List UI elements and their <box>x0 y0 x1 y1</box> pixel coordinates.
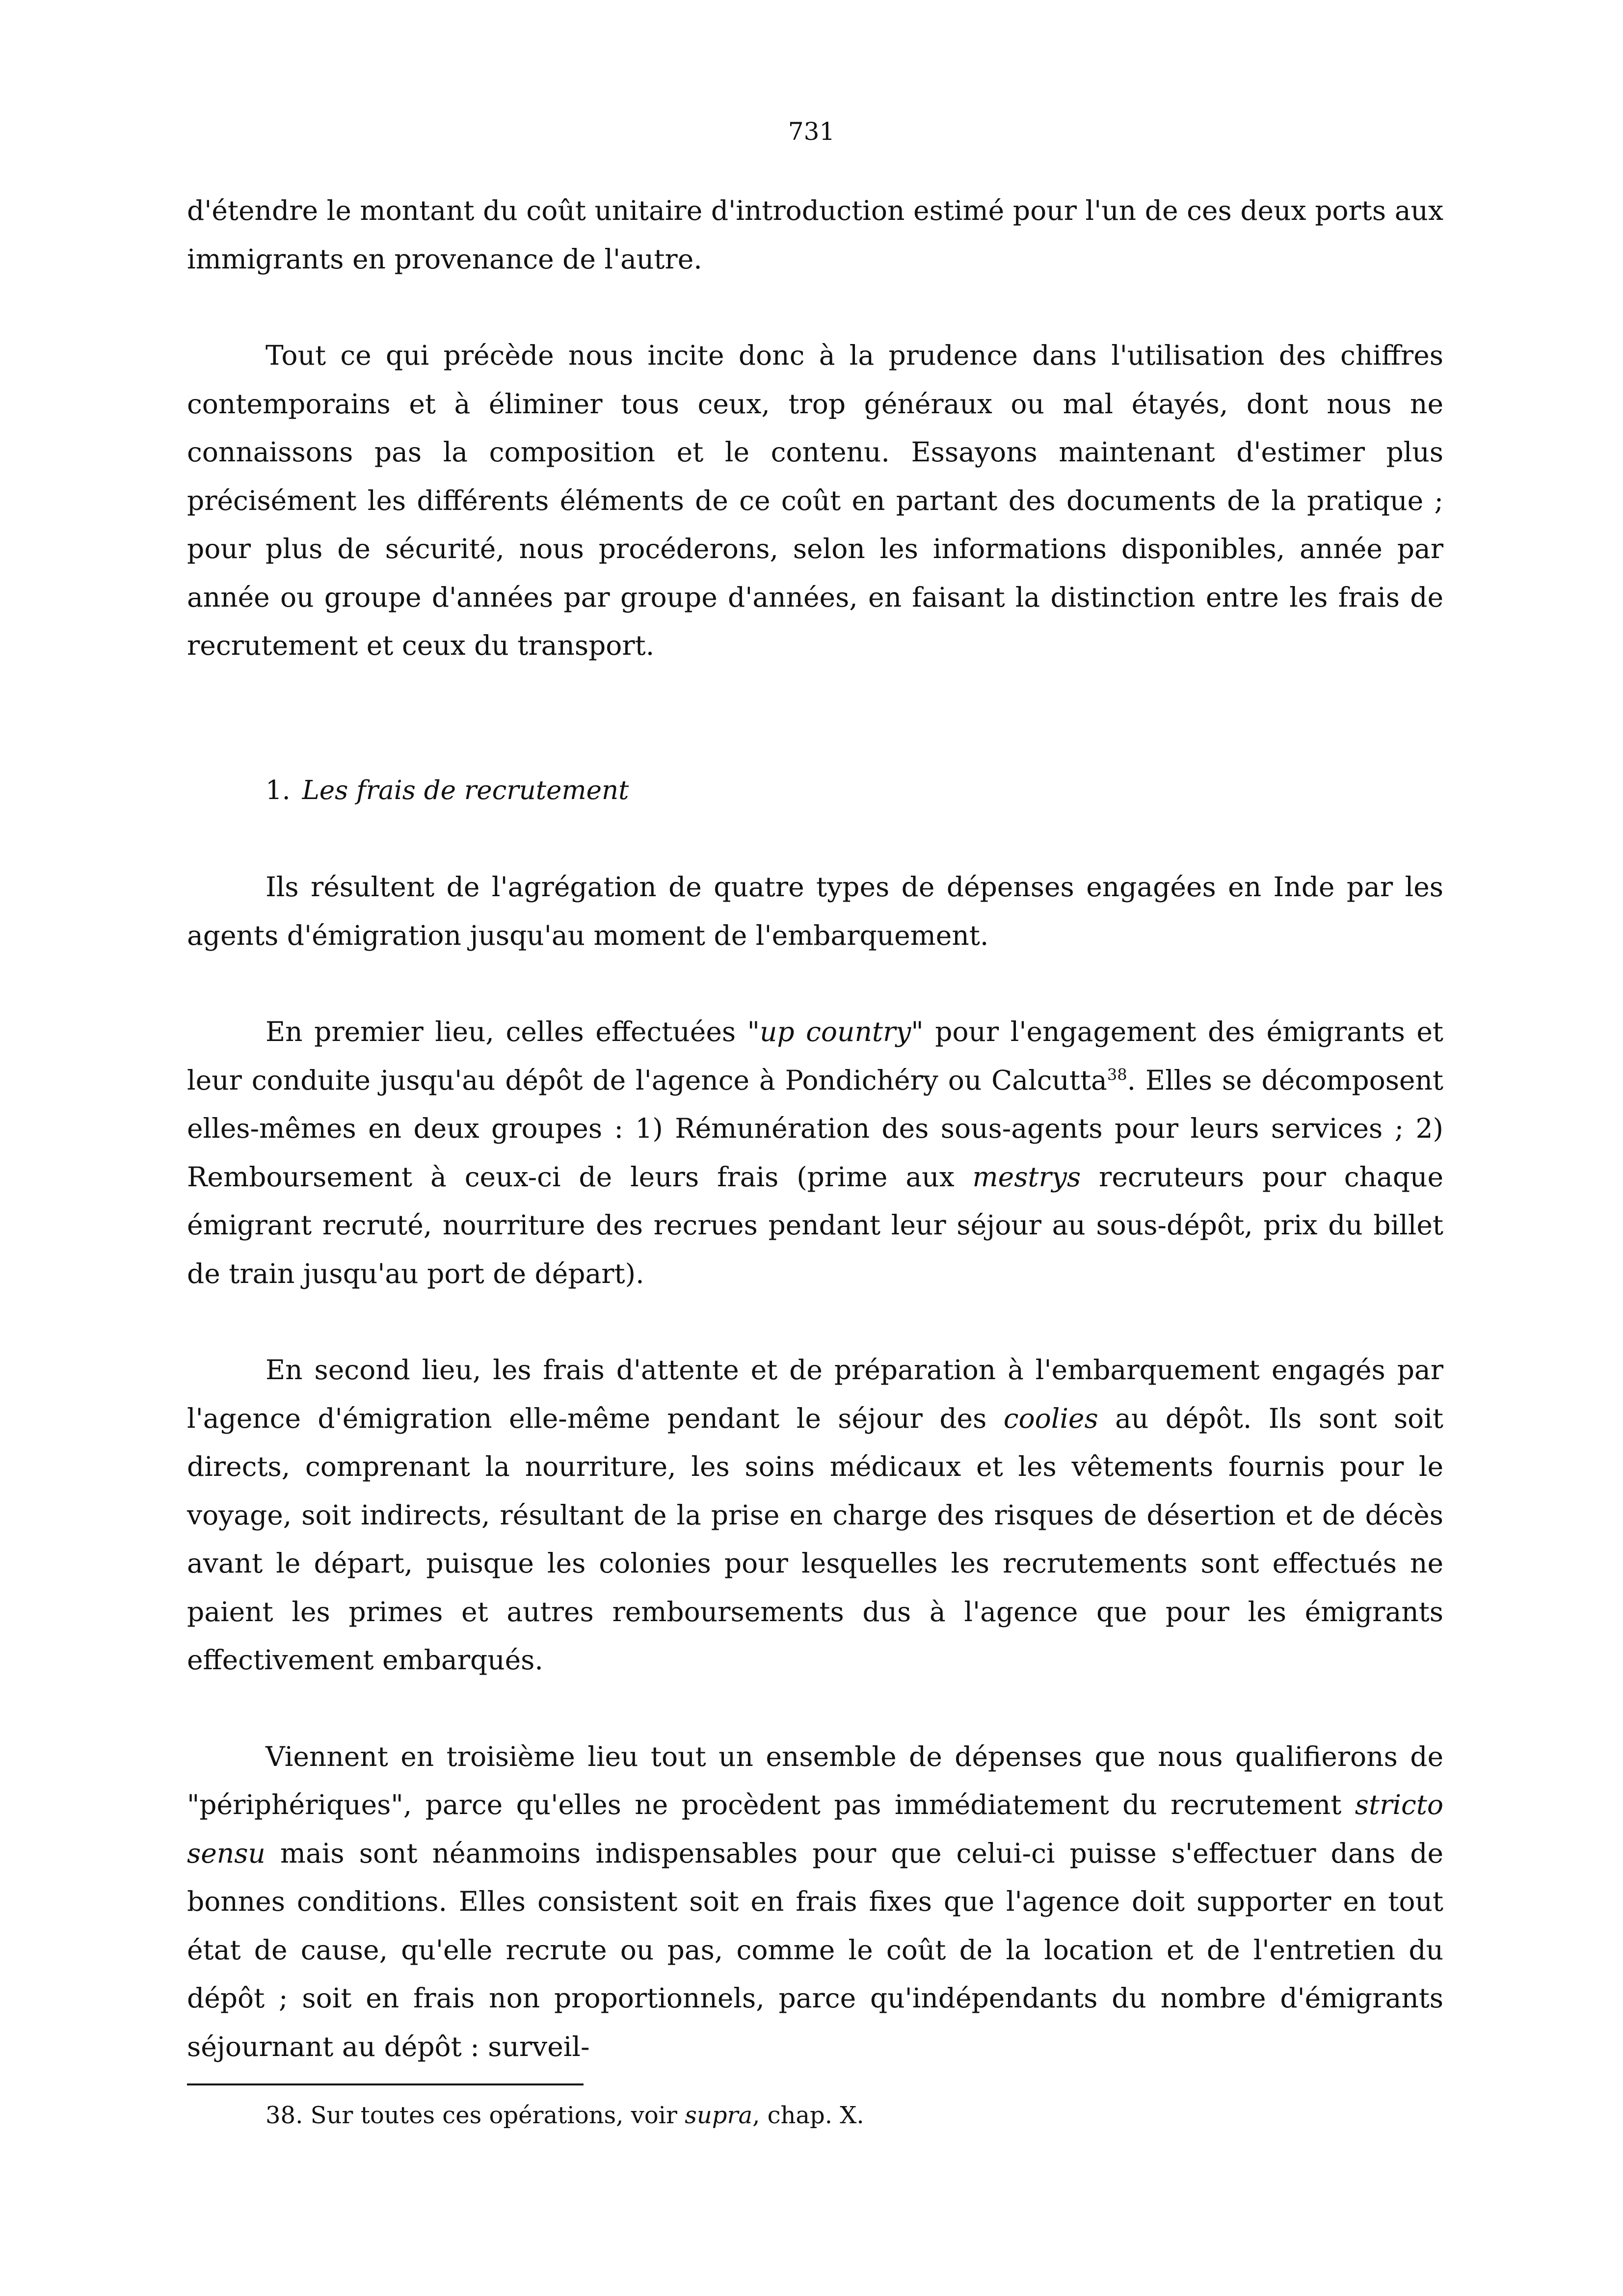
footnote-text: , chap. X. <box>752 2102 864 2129</box>
text-run: Viennent en troisième lieu tout un ensemble de dépenses que nous qualifierons de "périphériques", parce qu'elles ne procèdent pas immédiatement du recrutement <box>187 1740 1443 1820</box>
footnote-reference[interactable]: 38 <box>1107 1065 1127 1084</box>
italic-term: up country <box>759 1016 911 1047</box>
paragraph-first-place <box>187 1008 1443 1298</box>
text-run: . Elles se décomposent elles-mêmes en deux groupes : 1) Rémunération des sous-agents pour leurs services ; 2) Remboursement à ceux-ci de leurs frais (prime aux <box>187 1064 1443 1193</box>
italic-term: stricto sensu <box>187 1789 1443 1869</box>
paragraph-text: Ils résultent de l'agrégation de quatre types de dépenses engagées en Inde par les agents d'émigration jusqu'au moment de l'embarquement. <box>187 871 1443 951</box>
paragraph-second-place <box>187 1346 1443 1684</box>
text-run: au dépôt. Ils sont soit directs, comprenant la nourriture, les soins médicaux et les vêtements fournis pour le voyage, soit indirects, résultant de la prise en charge des risques de désertion et de décès avant le départ, puisque les colonies pour lesquelles les recrutements sont effectués ne paient les primes et autres remboursements dus à l'agence que pour les émigrants effectivement embarqués. <box>187 1402 1443 1676</box>
paragraph-text: d'étendre le montant du coût unitaire d'introduction estimé pour l'un de ces deux ports aux immigrants en provenance de l'autre. <box>187 195 1443 275</box>
paragraph-four-types <box>187 863 1443 960</box>
paragraph-prudence <box>187 331 1443 670</box>
footnote-text: 38. Sur toutes ces opérations, voir <box>266 2102 685 2129</box>
text-run: mais sont néanmoins indispensables pour que celui-ci puisse s'effectuer dans de bonnes conditions. Elles consistent soit en frais fixes que l'agence doit supporter en tout état de cause, qu'elle recrute ou pas, comme le coût de la location et de l'entretien du dépôt ; soit en frais non proportionnels, parce qu'indépendants du nombre d'émigrants séjournant au dépôt : surveil- <box>187 1837 1443 2062</box>
text-run: En premier lieu, celles effectuées " <box>266 1016 760 1047</box>
footnote-38 <box>266 2101 1443 2130</box>
italic-term: supra <box>685 2102 753 2129</box>
section-number: 1. <box>266 775 291 805</box>
paragraph-continuation <box>187 187 1443 283</box>
footnote-separator <box>187 2083 584 2085</box>
section-title: Les frais de recrutement <box>302 775 629 805</box>
page-number: 731 <box>788 117 835 146</box>
text-run: En second lieu, les frais d'attente et de préparation à l'embarquement engagés par l'agence d'émigration elle-même pendant le séjour des <box>187 1354 1443 1434</box>
text-run: recruteurs pour chaque émigrant recruté, nourriture des recrues pendant leur séjour au sous-dépôt, prix du billet de train jusqu'au port de départ). <box>187 1161 1443 1289</box>
paragraph-text: Tout ce qui précède nous incite donc à la prudence dans l'utilisation des chiffres contemporains et à éliminer tous ceux, trop généraux ou mal étayés, dont nous ne connaissons pas la composition et le contenu. Essayons maintenant d'estimer plus précisément les différents éléments de ce coût en partant des documents de la pratique ; pour plus de sécurité, nous procéderons, selon les informations disponibles, année par année ou groupe d'années par groupe d'années, en faisant la distinction entre les frais de recrutement et ceux du transport. <box>187 340 1443 661</box>
italic-term: mestrys <box>972 1161 1081 1193</box>
italic-term: coolies <box>1003 1402 1098 1434</box>
paragraph-third-place <box>187 1733 1443 2071</box>
body-text <box>187 187 1443 2071</box>
section-heading <box>187 767 1443 815</box>
text-run: " pour l'engagement des émigrants et leur conduite jusqu'au dépôt de l'agence à Pondichéry ou Calcutta <box>187 1016 1444 1096</box>
